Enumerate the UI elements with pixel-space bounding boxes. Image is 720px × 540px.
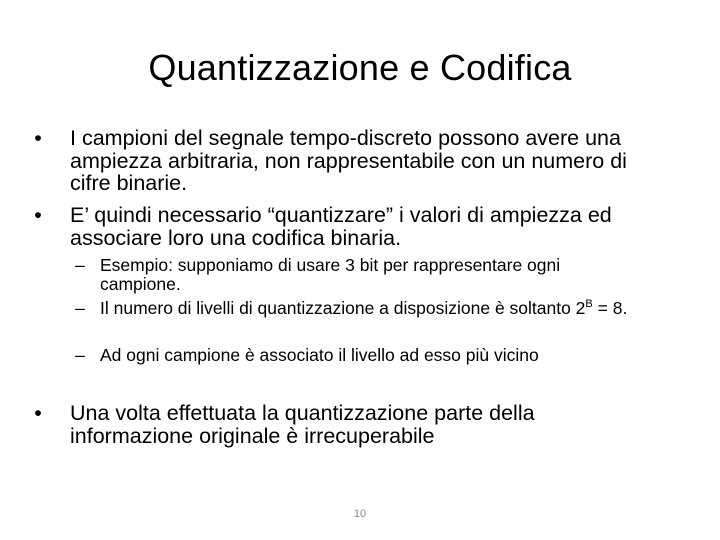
sub-bullet-text: Ad ogni campione è associato il livello ad esso più vicino xyxy=(100,345,539,365)
bullet-text: Una volta effettuata la quantizzazione parte della informazione originale è irrecuperabile xyxy=(70,401,535,448)
sub-bullet-item xyxy=(75,345,660,365)
dash-symbol: – xyxy=(75,345,85,365)
bullet-item xyxy=(34,126,670,195)
page-number: 10 xyxy=(353,508,367,520)
sub-bullet-text: Il numero di livelli di quantizzazione a disposizione è soltanto 2 xyxy=(100,298,586,318)
sub-bullet-item xyxy=(75,298,640,318)
dash-symbol: – xyxy=(75,298,85,318)
bullet-item xyxy=(34,401,630,448)
sub-bullet-text-end: = 8. xyxy=(592,298,628,318)
slide-title: Quantizzazione e Codifica xyxy=(148,47,572,88)
bullet-text: E’ quindi necessario “quantizzare” i valori di ampiezza ed associare loro una codifica binaria. xyxy=(70,203,612,250)
bullet-text: I campioni del segnale tempo-discreto possono avere una ampiezza arbitraria, non rappresentabile con un numero di cifre binarie. xyxy=(70,126,627,195)
sub-bullet-item xyxy=(75,255,640,294)
bullet-item xyxy=(34,203,670,250)
sub-bullet-text: Esempio: supponiamo di usare 3 bit per rappresentare ogni campione. xyxy=(100,255,561,294)
superscript: B xyxy=(585,298,593,310)
dash-symbol: – xyxy=(75,255,85,275)
bullet-symbol: • xyxy=(34,203,42,227)
bullet-symbol: • xyxy=(34,126,42,150)
bullet-symbol: • xyxy=(34,401,42,425)
